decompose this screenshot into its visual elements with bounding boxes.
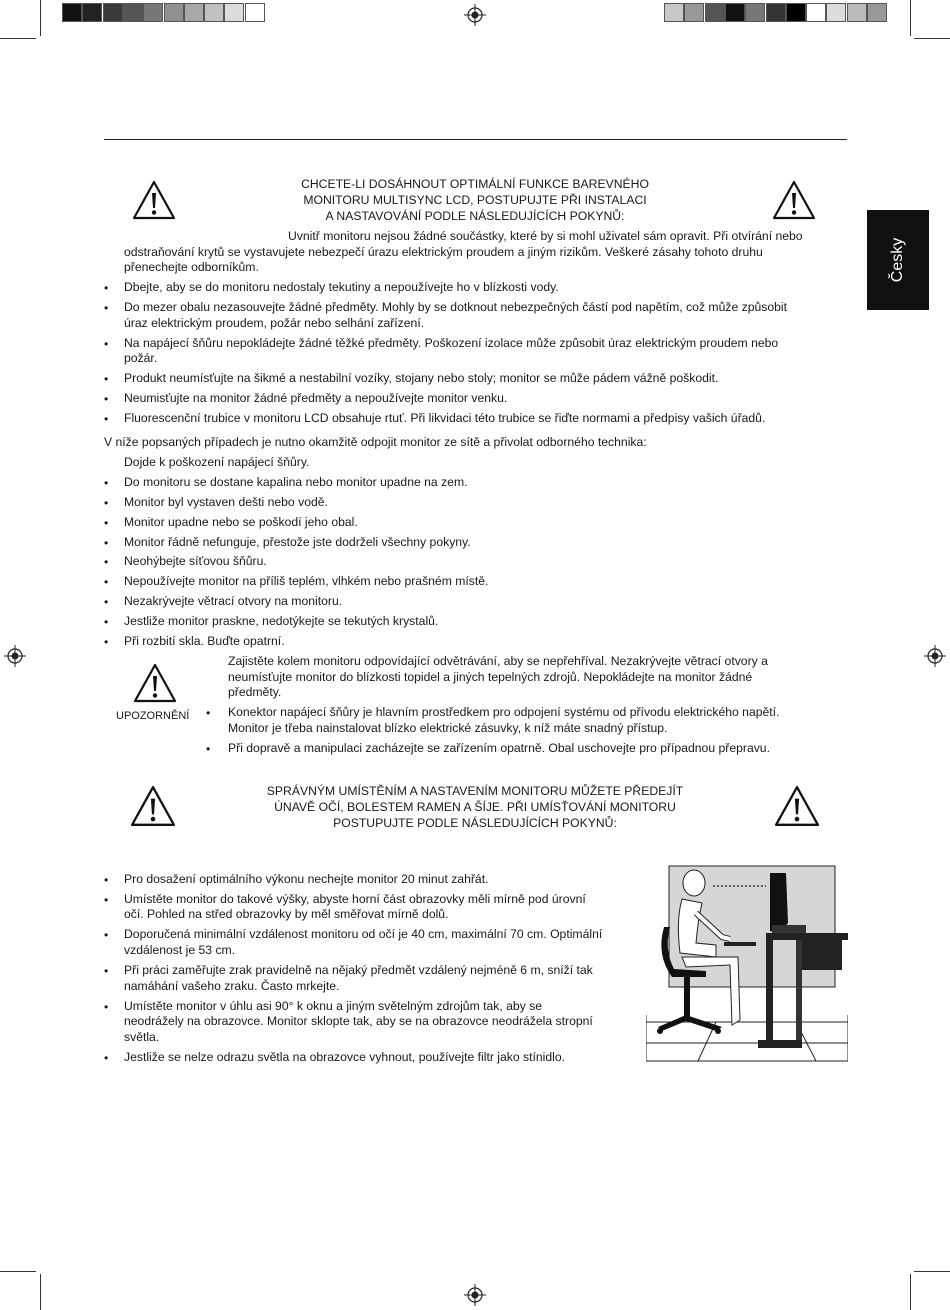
caution-line: Konektor napájecí šňůry je hlavním prostředkem pro odpojení systému od přívodu elektrického napětí.: [228, 705, 780, 719]
color-swatch: [806, 3, 826, 22]
list-item: úraz elektrickým proudem, požár nebo selhání zařízení.: [124, 316, 425, 330]
bullet-icon: •: [104, 281, 109, 295]
section1-heading-line: MONITORU MULTISYNC LCD, POSTUPUJTE PŘI INSTALACI: [303, 193, 647, 207]
bullet-icon: •: [206, 742, 211, 756]
crop-mark: [40, 0, 41, 36]
language-tab-label: Česky: [889, 237, 906, 283]
bullet-icon: •: [104, 301, 109, 315]
color-swatch: [82, 3, 102, 22]
bullet-icon: •: [104, 595, 109, 609]
crop-mark: [910, 0, 911, 36]
bullet-icon: •: [104, 635, 109, 649]
color-swatch: [123, 3, 143, 22]
crop-mark: [0, 1271, 36, 1272]
registration-mark-icon: [464, 4, 486, 26]
color-swatch: [664, 3, 684, 22]
section1-heading-line: CHCETE-LI DOSÁHNOUT OPTIMÁLNÍ FUNKCE BAREVNÉHO: [301, 177, 649, 191]
list-item: Monitor řádně nefunguje, přestože jste dodrželi všechny pokyny.: [124, 535, 471, 549]
bullet-icon: •: [206, 706, 211, 720]
bullet-icon: •: [104, 575, 109, 589]
color-swatch: [705, 3, 725, 22]
bullet-icon: •: [104, 1000, 109, 1014]
list-item: Umístěte monitor v úhlu asi 90° k oknu a jiným světelným zdrojům tak, aby se: [124, 999, 543, 1013]
color-swatch: [725, 3, 745, 22]
language-tab: [867, 210, 929, 310]
section1-heading-line: A NASTAVOVÁNÍ PODLE NÁSLEDUJÍCÍCH POKYNŮ:: [325, 209, 625, 223]
bullet-icon: •: [104, 516, 109, 530]
color-swatch: [847, 3, 867, 22]
color-swatch: [164, 3, 184, 22]
caution-line: Monitor je třeba nainstalovat blízko elektrické zásuvky, k níž máte snadný přístup.: [228, 721, 668, 735]
color-swatch: [245, 3, 265, 22]
list-item: Doporučená minimální vzdálenost monitoru od očí je 40 cm, maximální 70 cm. Optimální: [124, 927, 603, 941]
caution-line: Při dopravě a manipulaci zacházejte se zařízením opatrně. Obal uschovejte pro případnou přepravu.: [228, 741, 770, 755]
bullet-icon: •: [104, 873, 109, 887]
intro-line: odstraňování krytů se vystavujete nebezpečí úrazu elektrickým proudem a jiným rizikům. Veškeré zásahy tohoto druhu: [124, 245, 763, 259]
list-item: neodrážely na obrazovce. Monitor sklopte tak, aby se na obrazovce neodrážela stropní: [124, 1014, 593, 1028]
list-item: Pro dosažení optimálního výkonu nechejte monitor 20 minut zahřát.: [124, 872, 489, 886]
registration-mark-icon: [464, 1284, 486, 1306]
list-item: Jestliže se nelze odrazu světla na obrazovce vyhnout, používejte filtr jako stínidlo.: [124, 1050, 566, 1064]
bullet-icon: •: [104, 496, 109, 510]
color-swatch: [143, 3, 163, 22]
list-item: Jestliže monitor praskne, nedotýkejte se tekutých krystalů.: [124, 614, 439, 628]
color-swatch: [62, 3, 82, 22]
list-item: světla.: [124, 1030, 160, 1044]
ergonomic-workstation-illustration: [646, 865, 848, 1063]
section2-heading-line: POSTUPUJTE PODLE NÁSLEDUJÍCÍCH POKYNŮ:: [333, 816, 617, 830]
list-item: Dbejte, aby se do monitoru nedostaly tekutiny a nepoužívejte ho v blízkosti vody.: [124, 280, 559, 294]
color-swatch: [766, 3, 786, 22]
bullet-icon: •: [104, 555, 109, 569]
bullet-icon: •: [104, 392, 109, 406]
list-item: Do monitoru se dostane kapalina nebo monitor upadne na zem.: [124, 475, 468, 489]
list-item: Umístěte monitor do takové výšky, abyste horní část obrazovky měli mírně pod úrovní: [124, 892, 586, 906]
bullet-icon: •: [104, 372, 109, 386]
color-swatch: [103, 3, 123, 22]
bullet-icon: •: [104, 928, 109, 942]
list-item: Monitor byl vystaven dešti nebo vodě.: [124, 495, 328, 509]
caution-line: Zajistěte kolem monitoru odpovídající odvětrávání, aby se nepřehříval. Nezakrývejte větrací otvory a: [228, 654, 768, 668]
color-swatch: [184, 3, 204, 22]
list-item: namáhání vašeho zraku. Často mrkejte.: [124, 979, 340, 993]
color-swatch: [867, 3, 887, 22]
crop-mark: [910, 1274, 911, 1310]
registration-mark-icon: [4, 645, 26, 667]
list-item: Neumisťujte na monitor žádné předměty a nepoužívejte monitor venku.: [124, 391, 508, 405]
bullet-icon: •: [104, 536, 109, 550]
caution-label: UPOZORNĚNÍ: [116, 710, 190, 722]
list-item: Do mezer obalu nezasouvejte žádné předměty. Mohly by se dotknout nebezpečných částí pod napětím, což může způsobit: [124, 300, 788, 314]
bullet-icon: •: [104, 615, 109, 629]
crop-mark: [914, 38, 950, 39]
intro-line: Uvnitř monitoru nejsou žádné součástky, které by si mohl uživatel sám opravit. Při otvírání nebo: [288, 229, 803, 243]
color-swatch: [684, 3, 704, 22]
list-item: očí. Pohled na střed obrazovky by měl směřovat mírně dolů.: [124, 907, 449, 921]
caution-line: neumísťujte monitor do blízkosti topidel a jiných tepelných zdrojů. Nepokládejte na monitor žádné: [228, 670, 753, 684]
bullet-icon: •: [104, 893, 109, 907]
crop-mark: [0, 38, 36, 39]
warning-icon: [772, 180, 816, 220]
list-item: Fluorescenční trubice v monitoru LCD obsahuje rtuť. Při likvidaci této trubice se řiďte normami a předpisy vašich úřadů.: [124, 411, 766, 425]
color-swatch: [786, 3, 806, 22]
list-item: Monitor upadne nebo se poškodí jeho obal.: [124, 515, 358, 529]
color-swatch: [745, 3, 765, 22]
bullet-icon: •: [104, 1051, 109, 1065]
color-swatch: [204, 3, 224, 22]
list-item: Neohýbejte síťovou šňůru.: [124, 554, 267, 568]
list-item: Produkt neumísťujte na šikmé a nestabilní vozíky, stojany nebo stoly; monitor se může pádem vážně poškodit.: [124, 371, 719, 385]
bullet-icon: •: [104, 337, 109, 351]
bullet-icon: •: [104, 476, 109, 490]
section2-heading-line: SPRÁVNÝM UMÍSTĚNÍM A NASTAVENÍM MONITORU MŮŽETE PŘEDEJÍT: [266, 784, 684, 798]
warning-icon: [132, 180, 176, 220]
list-item: požár.: [124, 351, 158, 365]
list-item: Nepoužívejte monitor na příliš teplém, vlhkém nebo prašném místě.: [124, 574, 489, 588]
list-item: Při práci zaměřujte zrak pravidelně na nějaký předmět vzdálený nejméně 6 m, sníží tak: [124, 963, 593, 977]
list-item: Při rozbití skla. Buďte opatrní.: [124, 634, 285, 648]
crop-mark: [914, 1271, 950, 1272]
warning-icon: [133, 663, 177, 703]
registration-mark-icon: [924, 645, 946, 667]
list-item: vzdálenost je 53 cm.: [124, 943, 236, 957]
warning-icon: [774, 785, 820, 827]
warning-icon: [130, 785, 176, 827]
caution-line: předměty.: [228, 685, 282, 699]
header-rule: [104, 139, 847, 140]
color-swatch: [826, 3, 846, 22]
list-item: Na napájecí šňůru nepokládejte žádné těžké předměty. Poškození izolace může způsobit úraz elektrickým proudem nebo: [124, 336, 779, 350]
disconnect-intro: V níže popsaných případech je nutno okamžitě odpojit monitor ze sítě a přivolat odborného technika:: [104, 435, 647, 449]
crop-mark: [40, 1274, 41, 1310]
bullet-icon: •: [104, 412, 109, 426]
intro-line: přenechejte odborníkům.: [124, 260, 259, 274]
section2-heading-line: ÚNAVĚ OČÍ, BOLESTEM RAMEN A ŠÍJE. PŘI UMÍSŤOVÁNÍ MONITORU: [274, 800, 676, 814]
bullet-icon: •: [104, 964, 109, 978]
color-swatch: [224, 3, 244, 22]
list-item: Nezakrývejte větrací otvory na monitoru.: [124, 594, 343, 608]
list-item: Dojde k poškození napájecí šňůry.: [124, 455, 310, 469]
